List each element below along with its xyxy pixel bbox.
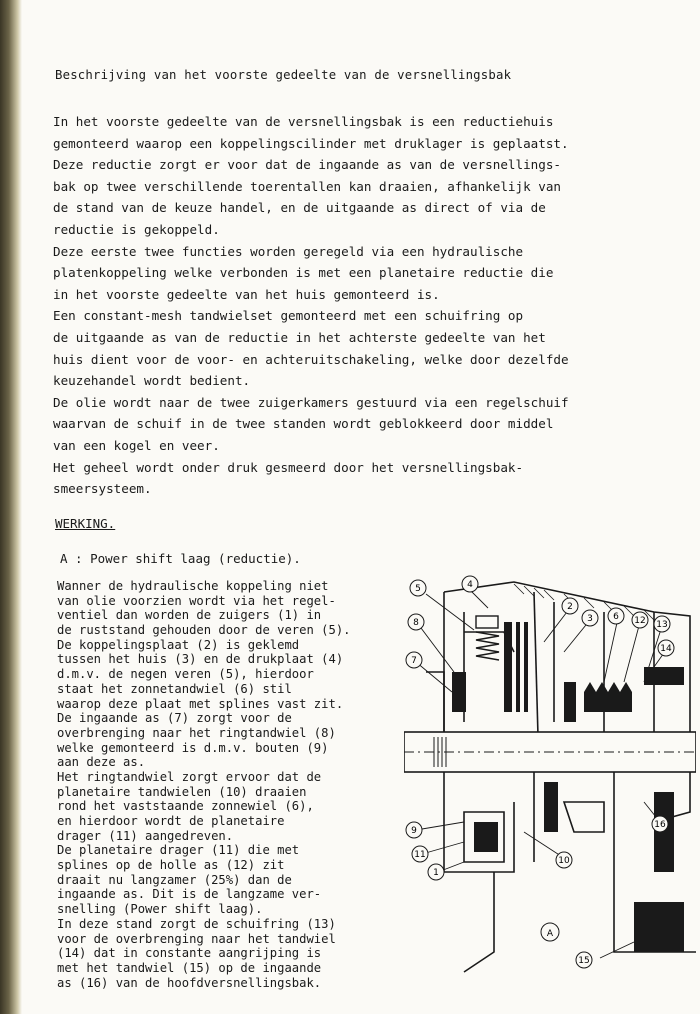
description-line: splines op de holle as (12) zit: [57, 858, 285, 873]
callout-number: 16: [654, 820, 666, 830]
intro-line: huis dient voor de voor- en achteruitschakeling, welke door dezelfde: [53, 351, 569, 367]
intro-line: Het geheel wordt onder druk gesmeerd door het versnellingsbak-: [53, 459, 524, 475]
intro-line: reductie is gekoppeld.: [53, 221, 220, 237]
description-line: De planetaire drager (11) die met: [57, 843, 300, 858]
callout-number: 10: [558, 856, 570, 866]
callout-number: 6: [613, 612, 619, 622]
gearbox-cross-section-figure: [404, 572, 696, 976]
document-title: Beschrijving van het voorste gedeelte van de versnellingsbak: [55, 68, 512, 82]
description-line: Het ringtandwiel zorgt ervoor dat de: [57, 769, 322, 784]
description-line: ingaande as. Dit is de langzame ver-: [57, 887, 322, 902]
description-line: waarop deze plaat met splines vast zit.: [57, 696, 344, 711]
callout-number: 15: [578, 956, 590, 966]
lower-gears: [474, 782, 684, 952]
callout-number: 12: [634, 616, 646, 626]
intro-line: Deze eerste twee functies worden geregeld via een hydraulische: [53, 243, 524, 259]
intro-line: De olie wordt naar de twee zuigerkamers gestuurd via een regelschuif: [53, 394, 569, 410]
intro-line: Een constant-mesh tandwielset gemonteerd met een schuifring op: [53, 308, 524, 324]
description-line: van olie voorzien wordt via het regel-: [57, 593, 336, 608]
description-line: d.m.v. de negen veren (5), hierdoor: [57, 667, 314, 682]
description-line: draait nu langzamer (25%) dan de: [57, 872, 292, 887]
spring-coils: [476, 616, 499, 660]
description-line: aan deze as.: [57, 755, 146, 770]
callout-number: 1: [433, 868, 439, 878]
description-line: overbrenging naar het ringtandwiel (8): [57, 725, 336, 740]
description-line: De ingaande as (7) zorgt voor de: [57, 711, 292, 726]
intro-line: bak op twee verschillende toerentallen kan draaien, afhankelijk van: [53, 178, 561, 194]
section-heading-werking: WERKING.: [55, 516, 116, 531]
description-line: In deze stand zorgt de schuifring (13): [57, 916, 336, 931]
main-shaft: [404, 732, 696, 772]
intro-line: In het voorste gedeelte van de versnellingsbak is een reductiehuis: [53, 114, 554, 129]
description-column: [57, 579, 407, 990]
callout-number: 4: [467, 580, 473, 590]
callout-number: 14: [660, 644, 672, 654]
description-line: en hierdoor wordt de planetaire: [57, 814, 285, 828]
intro-line: gemonteerd waarop een koppelingscilinder met druklager is geplaatst.: [53, 135, 569, 151]
view-label-a: A: [546, 929, 554, 939]
description-line: de ruststand gehouden door de veren (5).: [57, 623, 351, 638]
description-line: (14) dat in constante aangrijping is: [57, 946, 322, 961]
description-line: planetaire tandwielen (10) draaien: [57, 784, 307, 799]
description-line: as (16) van de hoofdversnellingsbak.: [57, 975, 322, 990]
intro-line: de uitgaande as van de reductie in het achterste gedeelte van het: [53, 329, 546, 345]
description-line: tussen het huis (3) en de drukplaat (4): [57, 652, 344, 667]
gear-teeth: [564, 667, 684, 722]
intro-paragraph: [53, 111, 673, 500]
description-line: voor de overbrenging naar het tandwiel: [57, 931, 336, 946]
callout-number: 7: [411, 656, 417, 666]
callout-number: 5: [415, 584, 421, 594]
gearbox-drawing: [404, 572, 696, 976]
description-line: welke gemonteerd is d.m.v. bouten (9): [57, 740, 329, 755]
intro-line: waarvan de schuif in de twee standen wordt geblokkeerd door middel: [53, 416, 554, 432]
description-line: ventiel dan worden de zuigers (1) in: [57, 608, 322, 623]
description-line: rond het vaststaande zonnewiel (6),: [57, 799, 314, 814]
callout-number: 3: [587, 614, 593, 624]
callout-number: 8: [413, 618, 419, 628]
intro-line: keuzehandel wordt bedient.: [53, 373, 251, 389]
callout-number: 11: [414, 850, 426, 860]
callout-number: 9: [411, 826, 417, 836]
intro-line: Deze reductie zorgt er voor dat de ingaande as van de versnellings-: [53, 157, 561, 173]
description-line: staat het zonnetandwiel (6) stil: [57, 681, 292, 696]
description-line: met het tandwiel (15) op de ingaande: [57, 960, 322, 975]
description-line: snelling (Power shift laag).: [57, 902, 263, 917]
description-line: De koppelingsplaat (2) is geklemd: [57, 637, 300, 652]
callout-number: 13: [656, 620, 668, 630]
callout-number: 2: [567, 602, 573, 612]
intro-line: smeersysteem.: [53, 481, 152, 497]
intro-line: platenkoppeling welke verbonden is met een planetaire reductie die: [53, 265, 554, 281]
subheading-power-shift-laag: A : Power shift laag (reductie).: [60, 551, 301, 566]
callout-leaders: [416, 590, 666, 958]
intro-line: de stand van de keuze handel, en de uitgaande as direct of via de: [53, 200, 546, 216]
description-line: Wanner de hydraulische koppeling niet: [57, 579, 329, 593]
intro-line: in het voorste gedeelte van het huis gemonteerd is.: [53, 286, 440, 302]
description-line: drager (11) aangedreven.: [57, 828, 234, 843]
intro-line: van een kogel en veer.: [53, 437, 220, 453]
